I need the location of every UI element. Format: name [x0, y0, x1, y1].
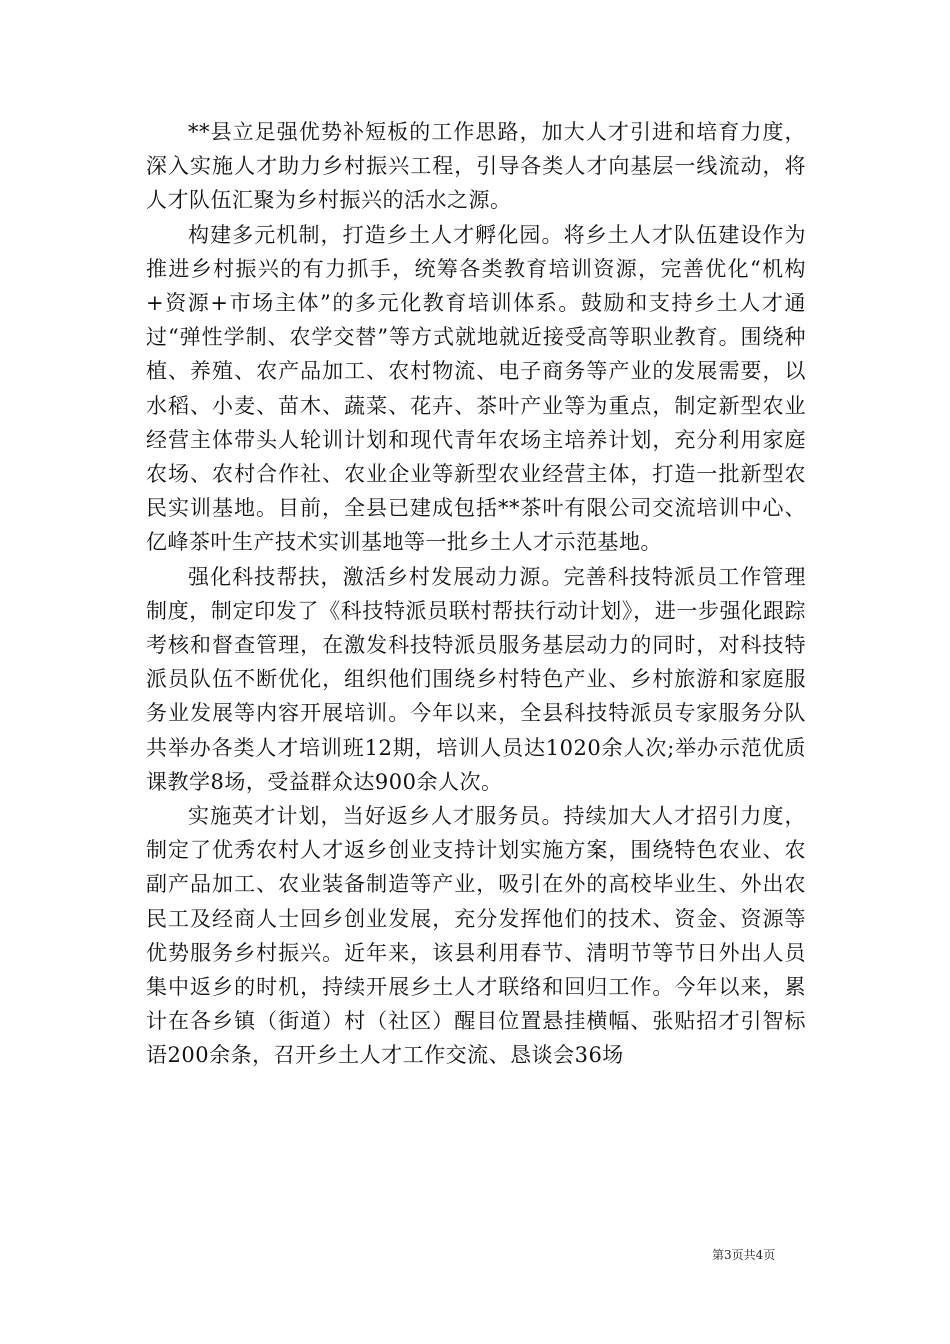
paragraph-technology-support: 强化科技帮扶，激活乡村发展动力源。完善科技特派员工作管理制度，制定印发了《科技特派员联村帮扶行动计划》，进一步强化跟踪考核和督查管理，在激发科技特派员服务基层动力的同时，对科技特派员队伍不断优化，组织他们围绕乡村特色产业、乡村旅游和家庭服务业发展等内容开展培训。今年以来，全县科技特派员专家服务分队共举办各类人才培训班12期，培训人员达1020余人次;举办示范优质课教学8场，受益群众达900余人次。: [146, 564, 806, 794]
document-body: [146, 115, 806, 1073]
paragraph-returning-talent: 实施英才计划，当好返乡人才服务员。持续加大人才招引力度，制定了优秀农村人才返乡创业支持计划实施方案，围绕特色农业、农副产品加工、农业装备制造等产业，吸引在外的高校毕业生、外出农民工及经商人士回乡创业发展，充分发挥他们的技术、资金、资源等优势服务乡村振兴。近年来，该县利用春节、清明节等节日外出人员集中返乡的时机，持续开展乡土人才联络和回归工作。今年以来，累计在各乡镇（街道）村（社区）醒目位置悬挂横幅、张贴招才引智标语200余条，召开乡土人才工作交流、恳谈会36场: [146, 804, 806, 1068]
paragraph-local-talent: 构建多元机制，打造乡土人才孵化园。将乡土人才队伍建设作为推进乡村振兴的有力抓手，统筹各类教育培训资源，完善优化“机构+资源+市场主体”的多元化教育培训体系。鼓励和支持乡土人才通过“弹性学制、农学交替”等方式就地就近接受高等职业教育。围绕种植、养殖、农产品加工、农村物流、电子商务等产业的发展需要，以水稻、小麦、苗木、蔬菜、花卉、茶叶产业等为重点，制定新型农业经营主体带头人轮训计划和现代青年农场主培养计划，充分利用家庭农场、农村合作社、农业企业等新型农业经营主体，打造一批新型农民实训基地。目前，全县已建成包括**茶叶有限公司交流培训中心、亿峰茶叶生产技术实训基地等一批乡土人才示范基地。: [146, 222, 806, 555]
page-number-footer: 第3页共4页: [712, 1248, 776, 1262]
paragraph-intro: **县立足强优势补短板的工作思路，加大人才引进和培育力度，深入实施人才助力乡村振兴工程，引导各类人才向基层一线流动，将人才队伍汇聚为乡村振兴的活水之源。: [146, 120, 806, 213]
